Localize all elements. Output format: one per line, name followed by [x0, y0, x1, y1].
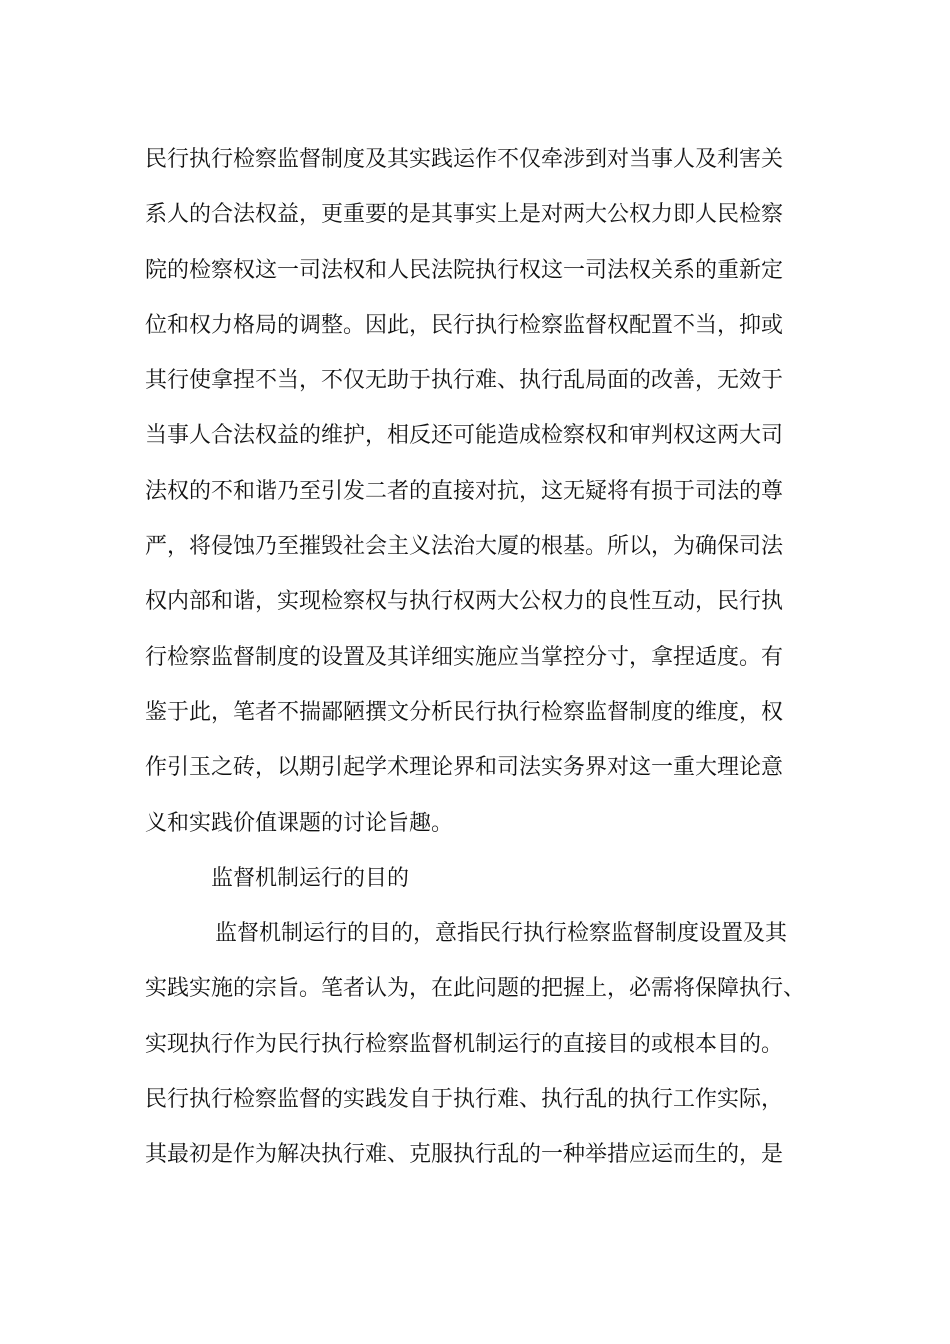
text-line: 行检察监督制度的设置及其详细实施应当掌控分寸，拿捏适度。有	[145, 644, 784, 670]
section-heading: 监督机制运行的目的	[211, 865, 410, 891]
text-line: 当事人合法权益的维护，相反还可能造成检察权和审判权这两大司	[145, 423, 784, 449]
text-line: 严，将侵蚀乃至摧毁社会主义法治大厦的根基。所以，为确保司法	[145, 534, 784, 560]
text-line: 院的检察权这一司法权和人民法院执行权这一司法权关系的重新定	[145, 257, 784, 283]
text-line: 监督机制运行的目的，意指民行执行检察监督制度设置及其	[215, 921, 788, 947]
text-line: 实践实施的宗旨。笔者认为，在此问题的把握上，必需将保障执行、	[145, 976, 806, 1002]
text-line: 义和实践价值课题的讨论旨趣。	[145, 810, 454, 836]
document-body	[145, 132, 815, 1183]
text-line: 其行使拿捏不当，不仅无助于执行难、执行乱局面的改善，无效于	[145, 368, 784, 394]
text-line: 其最初是作为解决执行难、克服执行乱的一种举措应运而生的，是	[145, 1142, 784, 1168]
text-line: 权内部和谐，实现检察权与执行权两大公权力的良性互动，民行执	[145, 589, 784, 615]
text-line: 系人的合法权益，更重要的是其事实上是对两大公权力即人民检察	[145, 202, 784, 228]
text-line: 法权的不和谐乃至引发二者的直接对抗，这无疑将有损于司法的尊	[145, 478, 784, 504]
text-line: 实现执行作为民行执行检察监督机制运行的直接目的或根本目的。	[145, 1031, 784, 1057]
text-line: 位和权力格局的调整。因此，民行执行检察监督权配置不当，抑或	[145, 312, 784, 338]
text-line: 作引玉之砖，以期引起学术理论界和司法实务界对这一重大理论意	[145, 755, 784, 781]
text-line: 民行执行检察监督的实践发自于执行难、执行乱的执行工作实际，	[145, 1087, 784, 1113]
text-line: 鉴于此，笔者不揣鄙陋撰文分析民行执行检察监督制度的维度，权	[145, 699, 784, 725]
text-line: 民行执行检察监督制度及其实践运作不仅牵涉到对当事人及利害关	[145, 147, 784, 172]
